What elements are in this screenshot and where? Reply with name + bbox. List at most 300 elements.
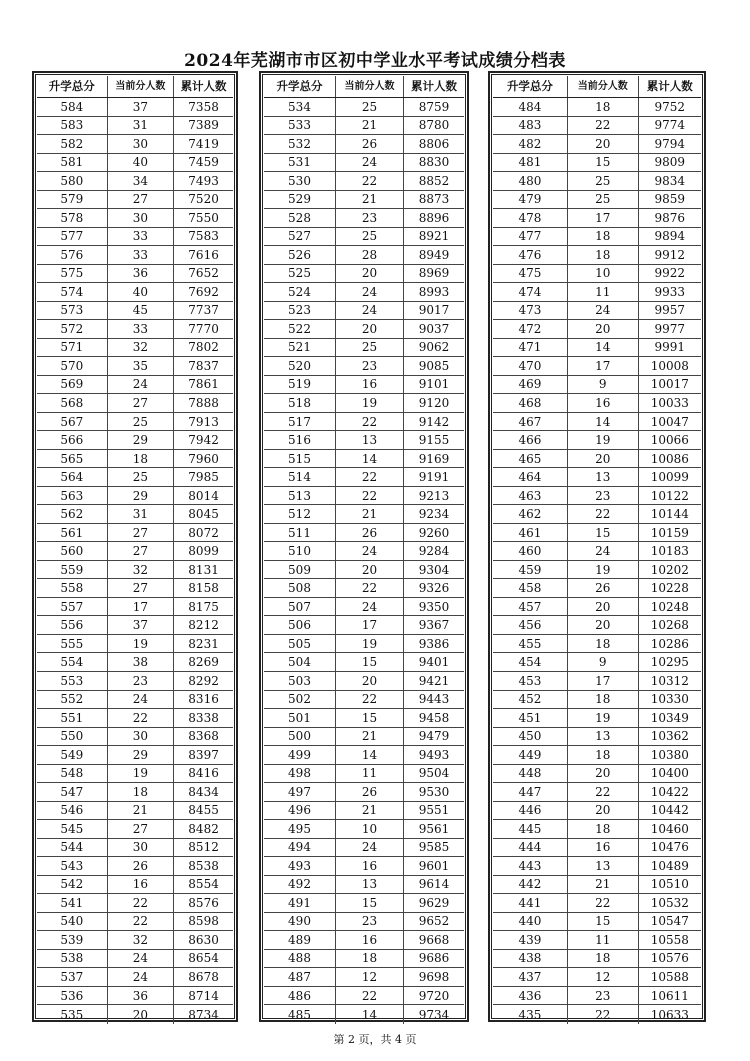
score-cell: 449 <box>493 746 568 764</box>
cumulative-cell: 9809 <box>654 155 686 170</box>
score-cell: 535 <box>37 1005 108 1024</box>
cumulative-cell: 8993 <box>418 284 450 299</box>
cumulative-cell: 10510 <box>650 877 689 892</box>
cumulative-cell: 9922 <box>654 266 686 281</box>
table-row <box>264 894 464 913</box>
header-current-count: 当前分人数 <box>568 76 639 97</box>
score-cell: 582 <box>37 135 108 153</box>
table-row <box>493 394 701 413</box>
table-row <box>37 635 233 654</box>
cumulative-cell: 8852 <box>418 173 450 188</box>
table-row <box>493 728 701 747</box>
score-cell: 475 <box>493 265 568 283</box>
count-cell: 22 <box>568 783 639 801</box>
score-cell: 566 <box>37 431 108 449</box>
cumulative-cell: 9350 <box>418 599 450 614</box>
table-row <box>264 357 464 376</box>
cumulative-cell: 7737 <box>188 303 219 318</box>
count-cell: 18 <box>336 950 404 968</box>
header-cumulative-count: 累计人数 <box>411 78 457 93</box>
cumulative-cell: 10268 <box>650 618 689 633</box>
score-cell: 518 <box>264 394 336 412</box>
count-cell: 20 <box>568 802 639 820</box>
score-cell: 438 <box>493 950 568 968</box>
table-row <box>264 283 464 302</box>
score-cell: 561 <box>37 524 108 542</box>
table-row <box>264 987 464 1006</box>
count-cell: 27 <box>108 542 175 560</box>
count-cell: 33 <box>108 246 175 264</box>
page-footer: 第 2 页，共 4 页 <box>333 1033 417 1046</box>
cumulative-cell: 7493 <box>188 173 219 188</box>
score-cell: 571 <box>37 339 108 357</box>
count-cell: 13 <box>568 468 639 486</box>
header-current-count: 当前分人数 <box>108 76 175 97</box>
table-row <box>493 98 701 117</box>
table-row <box>264 709 464 728</box>
score-cell: 527 <box>264 228 336 246</box>
score-cell: 483 <box>493 117 568 135</box>
cumulative-cell: 9698 <box>418 969 450 984</box>
cumulative-cell: 7550 <box>188 210 219 225</box>
table-row <box>264 302 464 321</box>
cumulative-cell: 10008 <box>650 358 689 373</box>
count-cell: 21 <box>568 876 639 894</box>
table-row <box>264 191 464 210</box>
cumulative-cell: 9794 <box>654 136 686 151</box>
cumulative-cell: 10576 <box>650 951 689 966</box>
table-row <box>37 672 233 691</box>
score-cell: 548 <box>37 765 108 783</box>
table-row <box>264 246 464 265</box>
score-cell: 580 <box>37 172 108 190</box>
cumulative-cell: 8045 <box>188 507 219 522</box>
count-cell: 16 <box>108 876 175 894</box>
cumulative-cell: 9260 <box>418 525 450 540</box>
cumulative-cell: 9213 <box>418 488 450 503</box>
score-cell: 482 <box>493 135 568 153</box>
table-row <box>493 579 701 598</box>
cumulative-cell: 8014 <box>188 488 219 503</box>
count-cell: 24 <box>108 968 175 986</box>
cumulative-cell: 9493 <box>418 747 450 762</box>
count-cell: 19 <box>568 561 639 579</box>
table-row <box>264 320 464 339</box>
cumulative-cell: 10312 <box>650 673 689 688</box>
table-row <box>37 598 233 617</box>
count-cell: 20 <box>336 561 404 579</box>
score-cell: 560 <box>37 542 108 560</box>
table-row <box>37 746 233 765</box>
count-cell: 25 <box>108 468 175 486</box>
count-cell: 18 <box>568 950 639 968</box>
score-cell: 487 <box>264 968 336 986</box>
cumulative-cell: 8175 <box>188 599 219 614</box>
count-cell: 40 <box>108 283 175 301</box>
count-cell: 21 <box>336 802 404 820</box>
cumulative-cell: 7652 <box>188 266 219 281</box>
table-row <box>37 542 233 561</box>
count-cell: 31 <box>108 117 175 135</box>
count-cell: 24 <box>336 302 404 320</box>
table-row <box>264 839 464 858</box>
count-cell: 15 <box>568 154 639 172</box>
count-cell: 22 <box>336 579 404 597</box>
count-cell: 11 <box>336 765 404 783</box>
count-cell: 15 <box>336 709 404 727</box>
score-cell: 532 <box>264 135 336 153</box>
score-cell: 546 <box>37 802 108 820</box>
score-cell: 538 <box>37 950 108 968</box>
cumulative-cell: 9686 <box>418 951 450 966</box>
count-cell: 21 <box>336 505 404 523</box>
score-cell: 445 <box>493 820 568 838</box>
count-cell: 28 <box>336 246 404 264</box>
table-row <box>37 894 233 913</box>
score-cell: 536 <box>37 987 108 1005</box>
cumulative-cell: 9326 <box>418 581 450 596</box>
table-row <box>37 728 233 747</box>
score-cell: 503 <box>264 672 336 690</box>
table-row <box>37 394 233 413</box>
table-row <box>493 228 701 247</box>
count-cell: 18 <box>568 98 639 116</box>
score-cell: 493 <box>264 857 336 875</box>
score-cell: 486 <box>264 987 336 1005</box>
count-cell: 15 <box>336 894 404 912</box>
count-cell: 25 <box>568 191 639 209</box>
count-cell: 20 <box>568 598 639 616</box>
table-row <box>37 209 233 228</box>
score-cell: 565 <box>37 450 108 468</box>
count-cell: 9 <box>568 376 639 394</box>
table-row <box>264 98 464 117</box>
count-cell: 32 <box>108 339 175 357</box>
cumulative-cell: 9169 <box>418 451 450 466</box>
score-cell: 488 <box>264 950 336 968</box>
header-current-count: 当前分人数 <box>336 76 404 97</box>
table-row <box>37 98 233 117</box>
count-cell: 17 <box>336 616 404 634</box>
cumulative-cell: 9957 <box>654 303 686 318</box>
score-cell: 497 <box>264 783 336 801</box>
table-row <box>493 339 701 358</box>
count-cell: 15 <box>336 653 404 671</box>
table-row <box>493 783 701 802</box>
table-row <box>37 172 233 191</box>
score-cell: 467 <box>493 413 568 431</box>
cumulative-cell: 8269 <box>188 655 219 670</box>
count-cell: 12 <box>568 968 639 986</box>
table-row <box>264 487 464 506</box>
score-cell: 477 <box>493 228 568 246</box>
score-cell: 478 <box>493 209 568 227</box>
score-cell: 559 <box>37 561 108 579</box>
score-cell: 539 <box>37 931 108 949</box>
table-row <box>493 505 701 524</box>
table-row <box>493 653 701 672</box>
cumulative-cell: 8338 <box>188 710 219 725</box>
score-cell: 516 <box>264 431 336 449</box>
cumulative-cell: 8654 <box>188 951 219 966</box>
table-row <box>493 524 701 543</box>
count-cell: 36 <box>108 265 175 283</box>
table-row <box>37 561 233 580</box>
cumulative-cell: 9101 <box>418 377 450 392</box>
score-cell: 472 <box>493 320 568 338</box>
table-row <box>37 968 233 987</box>
cumulative-cell: 9859 <box>654 192 686 207</box>
score-cell: 448 <box>493 765 568 783</box>
score-cell: 470 <box>493 357 568 375</box>
table-row <box>264 765 464 784</box>
table-row <box>37 505 233 524</box>
table-row <box>37 265 233 284</box>
score-table-3 <box>488 71 706 1022</box>
table-row <box>264 154 464 173</box>
count-cell: 23 <box>336 209 404 227</box>
table-header-row <box>493 76 701 98</box>
score-cell: 508 <box>264 579 336 597</box>
cumulative-cell: 7389 <box>188 118 219 133</box>
count-cell: 20 <box>568 135 639 153</box>
count-cell: 27 <box>108 191 175 209</box>
count-cell: 40 <box>108 154 175 172</box>
table-row <box>264 691 464 710</box>
count-cell: 20 <box>568 320 639 338</box>
score-cell: 542 <box>37 876 108 894</box>
count-cell: 25 <box>336 98 404 116</box>
cumulative-cell: 10066 <box>650 433 689 448</box>
cumulative-cell: 10489 <box>650 858 689 873</box>
score-cell: 544 <box>37 839 108 857</box>
score-cell: 528 <box>264 209 336 227</box>
score-cell: 468 <box>493 394 568 412</box>
table-row <box>37 487 233 506</box>
cumulative-cell: 7837 <box>188 358 219 373</box>
table-row <box>493 691 701 710</box>
count-cell: 16 <box>568 394 639 412</box>
count-cell: 12 <box>336 968 404 986</box>
table-row <box>264 172 464 191</box>
table-row <box>493 450 701 469</box>
table-row <box>37 357 233 376</box>
score-cell: 521 <box>264 339 336 357</box>
cumulative-cell: 9774 <box>654 118 686 133</box>
score-cell: 474 <box>493 283 568 301</box>
table-row <box>493 117 701 136</box>
cumulative-cell: 9734 <box>418 1007 450 1022</box>
score-cell: 578 <box>37 209 108 227</box>
cumulative-cell: 8780 <box>418 118 450 133</box>
cumulative-cell: 8538 <box>188 858 219 873</box>
header-cumulative-count: 累计人数 <box>180 78 227 93</box>
header-total-score: 升学总分 <box>264 76 336 97</box>
count-cell: 34 <box>108 172 175 190</box>
cumulative-cell: 9876 <box>654 210 686 225</box>
score-cell: 551 <box>37 709 108 727</box>
cumulative-cell: 10422 <box>650 784 689 799</box>
table-row <box>264 931 464 950</box>
cumulative-cell: 9367 <box>418 618 450 633</box>
table-row <box>493 802 701 821</box>
cumulative-cell: 9155 <box>418 433 450 448</box>
cumulative-cell: 9601 <box>418 858 450 873</box>
count-cell: 9 <box>568 653 639 671</box>
table-row <box>37 783 233 802</box>
cumulative-cell: 8158 <box>188 581 219 596</box>
count-cell: 26 <box>568 579 639 597</box>
score-cell: 573 <box>37 302 108 320</box>
score-cell: 481 <box>493 154 568 172</box>
score-cell: 442 <box>493 876 568 894</box>
score-cell: 525 <box>264 265 336 283</box>
cumulative-cell: 8598 <box>188 914 219 929</box>
table-row <box>493 320 701 339</box>
score-cell: 463 <box>493 487 568 505</box>
count-cell: 25 <box>108 413 175 431</box>
score-cell: 517 <box>264 413 336 431</box>
count-cell: 22 <box>336 468 404 486</box>
table-row <box>264 1005 464 1024</box>
score-cell: 435 <box>493 1005 568 1024</box>
count-cell: 29 <box>108 746 175 764</box>
score-cell: 570 <box>37 357 108 375</box>
count-cell: 14 <box>336 1005 404 1024</box>
score-cell: 498 <box>264 765 336 783</box>
table-row <box>493 746 701 765</box>
header-total-score: 升学总分 <box>493 76 568 97</box>
count-cell: 26 <box>108 857 175 875</box>
cumulative-cell: 10400 <box>650 766 689 781</box>
table-row <box>37 857 233 876</box>
cumulative-cell: 9933 <box>654 284 686 299</box>
count-cell: 18 <box>568 635 639 653</box>
score-cell: 459 <box>493 561 568 579</box>
score-cell: 506 <box>264 616 336 634</box>
score-cell: 476 <box>493 246 568 264</box>
table-row <box>493 265 701 284</box>
cumulative-cell: 10362 <box>650 729 689 744</box>
cumulative-cell: 9991 <box>654 340 686 355</box>
score-cell: 500 <box>264 728 336 746</box>
cumulative-cell: 8482 <box>188 821 219 836</box>
table-row <box>264 783 464 802</box>
cumulative-cell: 7960 <box>188 451 219 466</box>
cumulative-cell: 7770 <box>188 321 219 336</box>
table-row <box>493 431 701 450</box>
table-row <box>264 450 464 469</box>
cumulative-cell: 10295 <box>650 655 689 670</box>
count-cell: 14 <box>568 413 639 431</box>
table-row <box>264 394 464 413</box>
count-cell: 22 <box>336 987 404 1005</box>
count-cell: 24 <box>108 950 175 968</box>
score-cell: 574 <box>37 283 108 301</box>
score-cell: 552 <box>37 691 108 709</box>
cumulative-cell: 8455 <box>188 803 219 818</box>
count-cell: 16 <box>336 857 404 875</box>
cumulative-cell: 9142 <box>418 414 450 429</box>
cumulative-cell: 8368 <box>188 729 219 744</box>
cumulative-cell: 9191 <box>418 470 450 485</box>
cumulative-cell: 10349 <box>650 710 689 725</box>
count-cell: 20 <box>336 672 404 690</box>
score-cell: 492 <box>264 876 336 894</box>
table-row <box>493 987 701 1006</box>
count-cell: 25 <box>336 339 404 357</box>
score-cell: 450 <box>493 728 568 746</box>
header-cumulative-count: 累计人数 <box>646 78 693 93</box>
score-cell: 530 <box>264 172 336 190</box>
score-cell: 502 <box>264 691 336 709</box>
score-cell: 569 <box>37 376 108 394</box>
count-cell: 20 <box>568 765 639 783</box>
score-cell: 555 <box>37 635 108 653</box>
count-cell: 10 <box>568 265 639 283</box>
score-cell: 484 <box>493 98 568 116</box>
cumulative-cell: 8678 <box>188 969 219 984</box>
score-cell: 479 <box>493 191 568 209</box>
count-cell: 22 <box>108 894 175 912</box>
cumulative-cell: 8316 <box>188 692 219 707</box>
count-cell: 22 <box>568 117 639 135</box>
count-cell: 35 <box>108 357 175 375</box>
count-cell: 21 <box>336 728 404 746</box>
count-cell: 23 <box>336 357 404 375</box>
table-row <box>264 728 464 747</box>
count-cell: 11 <box>568 931 639 949</box>
count-cell: 22 <box>568 1005 639 1024</box>
count-cell: 18 <box>568 820 639 838</box>
count-cell: 19 <box>108 765 175 783</box>
score-cell: 547 <box>37 783 108 801</box>
table-row <box>37 413 233 432</box>
score-cell: 563 <box>37 487 108 505</box>
count-cell: 22 <box>108 709 175 727</box>
score-cell: 537 <box>37 968 108 986</box>
header-total-score: 升学总分 <box>37 76 108 97</box>
count-cell: 45 <box>108 302 175 320</box>
table-row <box>264 209 464 228</box>
count-cell: 22 <box>108 913 175 931</box>
table-row <box>37 1005 233 1024</box>
cumulative-cell: 8397 <box>188 747 219 762</box>
count-cell: 18 <box>568 746 639 764</box>
count-cell: 23 <box>568 487 639 505</box>
count-cell: 29 <box>108 487 175 505</box>
count-cell: 37 <box>108 98 175 116</box>
score-cell: 494 <box>264 839 336 857</box>
count-cell: 11 <box>568 283 639 301</box>
count-cell: 27 <box>108 394 175 412</box>
count-cell: 26 <box>336 524 404 542</box>
table-row <box>493 209 701 228</box>
table-row <box>37 339 233 358</box>
cumulative-cell: 8949 <box>418 247 450 262</box>
cumulative-cell: 9479 <box>418 729 450 744</box>
score-cell: 458 <box>493 579 568 597</box>
table-row <box>37 283 233 302</box>
table-row <box>37 913 233 932</box>
count-cell: 25 <box>568 172 639 190</box>
table-row <box>37 839 233 858</box>
table-row <box>493 968 701 987</box>
cumulative-cell: 8714 <box>188 988 219 1003</box>
table-row <box>264 746 464 765</box>
table-row <box>493 765 701 784</box>
count-cell: 30 <box>108 839 175 857</box>
